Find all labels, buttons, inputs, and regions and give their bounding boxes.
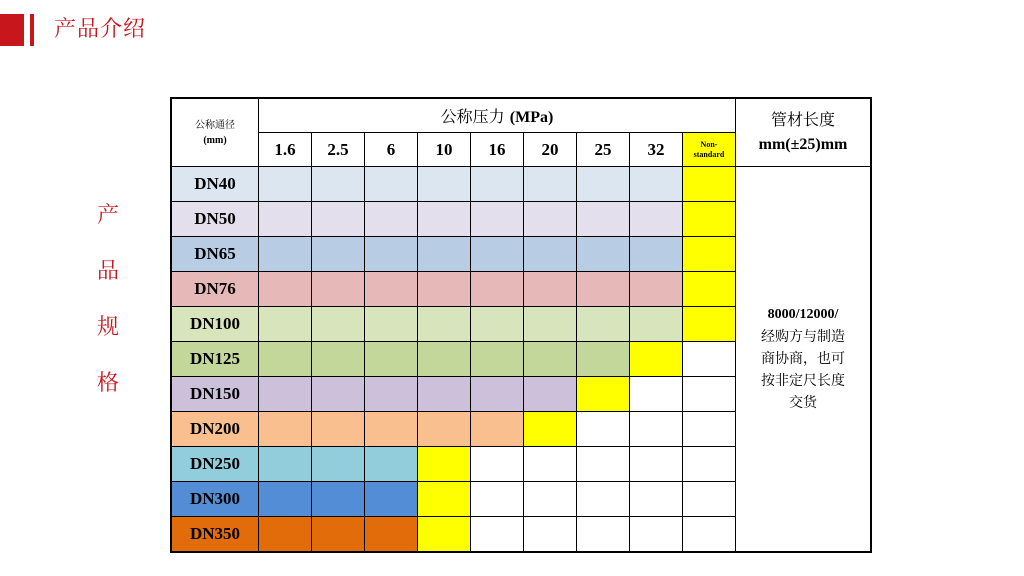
rating-cell-highlight	[683, 237, 736, 272]
pressure-col-header: 25	[577, 133, 630, 167]
rating-cell-filled	[524, 237, 577, 272]
pressure-col-header: 32	[630, 133, 683, 167]
pressure-col-header: 1.6	[259, 133, 312, 167]
rating-cell-filled	[471, 237, 524, 272]
dn-cell: DN125	[171, 342, 259, 377]
rating-cell-empty	[524, 447, 577, 482]
length-note-line: 8000/12000/	[767, 307, 839, 322]
non-standard-header	[683, 133, 736, 167]
pressure-col-header: 2.5	[312, 133, 365, 167]
rating-cell-filled	[577, 307, 630, 342]
rating-cell-filled	[630, 272, 683, 307]
rating-cell-filled	[259, 202, 312, 237]
rating-cell-filled	[418, 202, 471, 237]
rating-cell-filled	[259, 342, 312, 377]
rating-cell-empty	[630, 447, 683, 482]
rating-cell-highlight	[683, 202, 736, 237]
rating-cell-empty	[524, 517, 577, 553]
non-standard-label: standard	[693, 149, 725, 159]
rating-cell-filled	[630, 202, 683, 237]
rating-cell-filled	[365, 517, 418, 553]
rating-cell-filled	[259, 412, 312, 447]
rating-cell-filled	[259, 272, 312, 307]
dn-cell: DN300	[171, 482, 259, 517]
rating-cell-filled	[577, 272, 630, 307]
rating-cell-filled	[365, 237, 418, 272]
rating-cell-filled	[418, 377, 471, 412]
rating-cell-empty	[471, 517, 524, 553]
rating-cell-empty	[683, 517, 736, 553]
rating-cell-filled	[259, 377, 312, 412]
rating-cell-filled	[577, 342, 630, 377]
rating-cell-empty	[683, 412, 736, 447]
length-note-line: 经购方与制造	[761, 329, 845, 345]
dn-header-unit: (mm)	[203, 134, 227, 146]
rating-cell-filled	[259, 307, 312, 342]
rating-cell-filled	[418, 237, 471, 272]
rating-cell-filled	[471, 167, 524, 202]
rating-cell-filled	[312, 237, 365, 272]
side-label-char: 规	[96, 315, 119, 340]
rating-cell-filled	[365, 307, 418, 342]
rating-cell-filled	[312, 272, 365, 307]
rating-cell-highlight	[683, 272, 736, 307]
rating-cell-highlight	[630, 342, 683, 377]
rating-cell-highlight	[418, 482, 471, 517]
rating-cell-filled	[365, 377, 418, 412]
rating-cell-filled	[577, 202, 630, 237]
rating-cell-filled	[312, 202, 365, 237]
rating-cell-filled	[471, 202, 524, 237]
rating-cell-empty	[471, 447, 524, 482]
pressure-col-header: 10	[418, 133, 471, 167]
rating-cell-filled	[418, 412, 471, 447]
rating-cell-empty	[577, 517, 630, 553]
dn-cell: DN150	[171, 377, 259, 412]
rating-cell-filled	[630, 167, 683, 202]
rating-cell-filled	[312, 412, 365, 447]
page-title: 产品介绍	[54, 17, 147, 42]
length-header-label: 管材长度	[770, 110, 835, 129]
rating-cell-filled	[524, 272, 577, 307]
rating-cell-filled	[365, 342, 418, 377]
non-standard-label: Non-	[700, 139, 718, 149]
rating-cell-empty	[683, 342, 736, 377]
rating-cell-filled	[418, 272, 471, 307]
rating-cell-empty	[630, 482, 683, 517]
side-label-char: 格	[96, 371, 119, 396]
rating-cell-empty	[630, 412, 683, 447]
rating-cell-filled	[418, 342, 471, 377]
table-row	[171, 167, 871, 202]
side-label-char: 产	[96, 203, 119, 228]
dn-cell: DN40	[171, 167, 259, 202]
dn-cell: DN200	[171, 412, 259, 447]
rating-cell-filled	[630, 307, 683, 342]
rating-cell-filled	[471, 377, 524, 412]
rating-cell-empty	[577, 412, 630, 447]
rating-cell-highlight	[418, 447, 471, 482]
rating-cell-empty	[577, 482, 630, 517]
pressure-header-unit: (MPa)	[509, 109, 554, 126]
pressure-col-header: 6	[365, 133, 418, 167]
rating-cell-empty	[630, 377, 683, 412]
dn-cell: DN50	[171, 202, 259, 237]
rating-cell-filled	[524, 202, 577, 237]
pressure-col-header: 20	[524, 133, 577, 167]
rating-cell-highlight	[524, 412, 577, 447]
rating-cell-filled	[259, 517, 312, 553]
rating-cell-filled	[471, 412, 524, 447]
rating-cell-filled	[312, 517, 365, 553]
dn-header-label: 公称通径	[195, 119, 235, 131]
rating-cell-filled	[365, 412, 418, 447]
rating-cell-filled	[312, 307, 365, 342]
rating-cell-filled	[471, 307, 524, 342]
rating-cell-filled	[365, 272, 418, 307]
pressure-col-header: 16	[471, 133, 524, 167]
length-note-line: 交货	[789, 395, 817, 411]
length-note-line: 商协商，也可	[761, 351, 845, 367]
rating-cell-filled	[365, 447, 418, 482]
length-note	[736, 167, 872, 553]
rating-cell-filled	[312, 482, 365, 517]
rating-cell-empty	[683, 377, 736, 412]
rating-cell-filled	[577, 167, 630, 202]
length-note-line: 按非定尺长度	[761, 373, 845, 389]
dn-header	[171, 98, 259, 167]
side-label	[92, 196, 124, 420]
rating-cell-empty	[577, 447, 630, 482]
rating-cell-filled	[524, 167, 577, 202]
rating-cell-highlight	[418, 517, 471, 553]
rating-cell-empty	[683, 447, 736, 482]
pressure-header-label: 公称压力	[440, 107, 505, 126]
header-accent-block	[0, 14, 24, 46]
rating-cell-filled	[312, 342, 365, 377]
rating-cell-empty	[524, 482, 577, 517]
rating-cell-filled	[471, 272, 524, 307]
rating-cell-empty	[630, 517, 683, 553]
rating-cell-filled	[577, 237, 630, 272]
rating-cell-filled	[524, 377, 577, 412]
rating-cell-filled	[418, 307, 471, 342]
rating-cell-filled	[630, 237, 683, 272]
side-label-char: 品	[96, 259, 119, 284]
rating-cell-filled	[365, 167, 418, 202]
length-header	[736, 98, 872, 167]
rating-cell-filled	[471, 342, 524, 377]
rating-cell-filled	[259, 237, 312, 272]
pressure-header	[259, 98, 736, 133]
dn-cell: DN65	[171, 237, 259, 272]
dn-cell: DN76	[171, 272, 259, 307]
rating-cell-filled	[524, 307, 577, 342]
rating-cell-filled	[259, 167, 312, 202]
rating-cell-empty	[683, 482, 736, 517]
rating-cell-highlight	[683, 167, 736, 202]
rating-cell-filled	[259, 482, 312, 517]
dn-cell: DN100	[171, 307, 259, 342]
rating-cell-highlight	[577, 377, 630, 412]
dn-cell: DN250	[171, 447, 259, 482]
spec-table	[170, 97, 872, 553]
rating-cell-filled	[365, 482, 418, 517]
rating-cell-empty	[471, 482, 524, 517]
rating-cell-filled	[312, 447, 365, 482]
rating-cell-filled	[312, 167, 365, 202]
rating-cell-filled	[259, 447, 312, 482]
dn-cell: DN350	[171, 517, 259, 553]
rating-cell-filled	[418, 167, 471, 202]
rating-cell-filled	[312, 377, 365, 412]
rating-cell-highlight	[683, 307, 736, 342]
length-header-unit: mm(±25)mm	[758, 136, 848, 153]
rating-cell-filled	[524, 342, 577, 377]
rating-cell-filled	[365, 202, 418, 237]
header-accent-bar	[30, 14, 34, 46]
